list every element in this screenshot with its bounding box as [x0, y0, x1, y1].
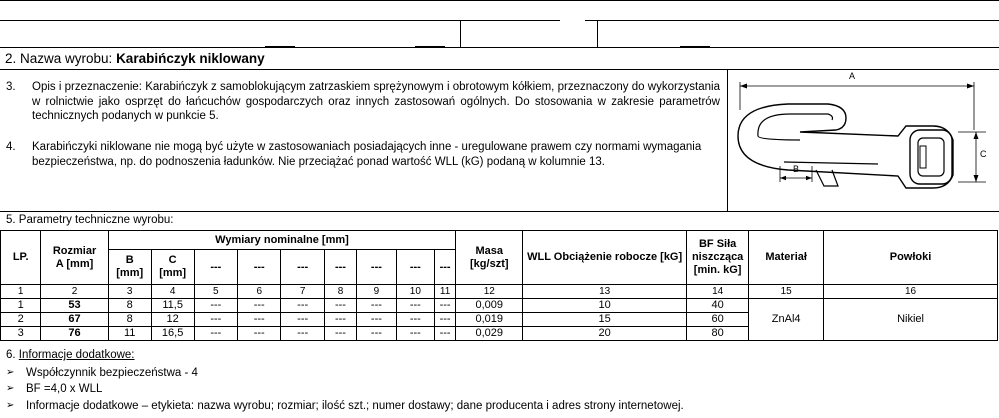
cell-wll: 10 — [523, 299, 687, 313]
column-number: 6 — [238, 285, 281, 299]
cell-wll: 20 — [523, 327, 687, 341]
cell-masa: 0,029 — [456, 327, 523, 341]
cell-c: 12 — [151, 313, 194, 327]
cell-dash: --- — [281, 327, 324, 341]
section-6-title: Informacje dodatkowe: — [18, 349, 135, 361]
cell-b: 8 — [108, 299, 151, 313]
header-dash-7: --- — [281, 250, 324, 285]
parameters-table — [0, 230, 998, 341]
cell-dash: --- — [396, 313, 434, 327]
list-item — [0, 366, 990, 380]
cell-dash: --- — [281, 313, 324, 327]
cell-dash: --- — [238, 313, 281, 327]
header-c — [151, 250, 194, 285]
column-number: 10 — [396, 285, 434, 299]
header-b-line-1: B — [125, 254, 134, 266]
header-b — [108, 250, 151, 285]
header-dash-11: --- — [434, 250, 455, 285]
header-wll: WLL Obciążenie robocze [kG] — [523, 231, 687, 285]
column-number: 12 — [456, 285, 523, 299]
header-material: Materiał — [749, 231, 824, 285]
header-masa — [456, 231, 523, 285]
cell-bf: 60 — [686, 313, 748, 327]
cell-c: 16,5 — [151, 327, 194, 341]
column-number: 7 — [281, 285, 324, 299]
description-box — [0, 70, 726, 210]
column-number: 5 — [194, 285, 237, 299]
product-name-label: 2. Nazwa wyrobu: — [5, 51, 113, 66]
section-6-title-line — [6, 349, 135, 361]
table-header-row-1 — [1, 231, 998, 250]
dimension-b-label: B — [793, 164, 800, 174]
cell-b: 8 — [108, 313, 151, 327]
cell-dash: --- — [238, 299, 281, 313]
dimension-c-label: C — [980, 149, 987, 159]
header-masa-line-2: [kg/szt] — [470, 257, 509, 270]
column-number: 13 — [523, 285, 687, 299]
cell-dash: --- — [434, 299, 455, 313]
header-wymiary: Wymiary nominalne [mm] — [108, 231, 456, 250]
section-2 — [0, 47, 999, 70]
header-masa-line-1: Masa — [475, 244, 504, 257]
additional-info-list — [0, 366, 990, 413]
column-number: 14 — [686, 285, 748, 299]
cell-bf: 40 — [686, 299, 748, 313]
header-bf — [686, 231, 748, 285]
cell-dash: --- — [396, 299, 434, 313]
header-dash-9: --- — [357, 250, 397, 285]
header-top-line — [0, 0, 999, 1]
column-number: 9 — [357, 285, 397, 299]
section-5-title: 5. Parametry techniczne wyrobu: — [6, 214, 174, 226]
cell-b: 11 — [108, 327, 151, 341]
header-rozmiar — [41, 231, 108, 285]
cell-lp: 2 — [1, 313, 41, 327]
cell-material: ZnAl4 — [749, 299, 824, 341]
section-4-number: 4. — [6, 141, 16, 153]
column-number: 1 — [1, 285, 41, 299]
header-b-line-2: [mm] — [116, 267, 144, 279]
cell-dash: --- — [357, 299, 397, 313]
cell-dash: --- — [194, 299, 237, 313]
section-3-text: Opis i przeznaczenie: Karabińczyk z samoblokującym zatrzaskiem sprężynowym i obrotowym kółkiem, przeznaczony do wykorzystania w rolnictwie jako osprzęt do łańcuchów gospodarczych oraz innych zastosowań ogólnych. Do stosowania w zakresie parametrów technicznych podanych w punkcie 5. — [32, 81, 720, 122]
cell-dash: --- — [324, 327, 356, 341]
header-bf-line-2: niszcząca — [691, 251, 744, 263]
cell-dash: --- — [434, 327, 455, 341]
cell-bf: 80 — [686, 327, 748, 341]
column-number: 8 — [324, 285, 356, 299]
cell-a: 76 — [41, 327, 108, 341]
snap-hook-icon — [728, 70, 998, 210]
cell-lp: 3 — [1, 327, 41, 341]
cell-dash: --- — [324, 313, 356, 327]
section-5-top-line — [0, 211, 999, 212]
header-line-right — [585, 20, 999, 21]
cell-a: 67 — [41, 313, 108, 327]
header-bf-line-1: BF Siła — [698, 238, 737, 250]
table-row — [1, 299, 998, 313]
header-dash-5: --- — [194, 250, 237, 285]
cell-dash: --- — [238, 327, 281, 341]
section-6-number: 6. — [6, 349, 16, 361]
cell-dash: --- — [396, 327, 434, 341]
bullet-arrow-icon: ➢ — [6, 400, 15, 411]
dimension-a-label: A — [849, 71, 856, 81]
cell-dash: --- — [194, 327, 237, 341]
bullet-arrow-icon: ➢ — [6, 367, 15, 378]
header-bf-line-3: [min. kG] — [693, 264, 742, 276]
cell-dash: --- — [357, 313, 397, 327]
cell-coating: Nikiel — [824, 299, 998, 341]
column-number: 3 — [108, 285, 151, 299]
column-number: 15 — [749, 285, 824, 299]
header-c-line-2: [mm] — [159, 267, 187, 279]
header-divider-2 — [597, 21, 598, 47]
info-text: BF =4,0 x WLL — [26, 383, 103, 395]
cell-a: 53 — [41, 299, 108, 313]
header-dash-10: --- — [396, 250, 434, 285]
info-text: Współczynnik bezpieczeństwa - 4 — [26, 367, 198, 379]
cell-dash: --- — [324, 299, 356, 313]
header-dash-6: --- — [238, 250, 281, 285]
section-4-text: Karabińczyki niklowane nie mogą być użyte w zastosowaniach posiadających inne - uregulowane prawem czy normami wymagania bezpieczeństwa, np. do podnoszenia ładunków. Nie przeciążać ponad wartość WLL (kG) podaną w kolumnie 13. — [32, 141, 702, 168]
column-number: 16 — [824, 285, 998, 299]
cell-masa: 0,009 — [456, 299, 523, 313]
cell-lp: 1 — [1, 299, 41, 313]
cell-dash: --- — [194, 313, 237, 327]
header-c-line-1: C — [168, 254, 177, 266]
cell-masa: 0,019 — [456, 313, 523, 327]
header-rozmiar-line-1: Rozmiar — [52, 244, 97, 257]
cell-c: 11,5 — [151, 299, 194, 313]
column-number-row — [1, 285, 998, 299]
cell-dash: --- — [357, 327, 397, 341]
column-number: 11 — [434, 285, 455, 299]
cell-wll: 15 — [523, 313, 687, 327]
cell-dash: --- — [434, 313, 455, 327]
header-rozmiar-line-2: A [mm] — [55, 257, 94, 270]
header-lp: LP. — [1, 231, 41, 285]
header-line-left — [0, 20, 560, 21]
bullet-arrow-icon: ➢ — [6, 383, 15, 394]
product-name-line — [5, 51, 265, 66]
header-powloki: Powłoki — [824, 231, 998, 285]
section-3-number: 3. — [6, 81, 16, 93]
product-name: Karabińczyk niklowany — [116, 51, 265, 66]
column-number: 4 — [151, 285, 194, 299]
snap-hook-drawing — [728, 70, 998, 210]
list-item — [0, 382, 990, 396]
info-text: Informacje dodatkowe – etykieta: nazwa wyrobu; rozmiar; ilość szt.; numer dostawy; dane producenta i adres strony internetowej. — [26, 400, 684, 412]
cell-dash: --- — [281, 299, 324, 313]
header-dash-8: --- — [324, 250, 356, 285]
header-divider-1 — [460, 21, 461, 47]
list-item — [0, 399, 990, 413]
column-number: 2 — [41, 285, 108, 299]
